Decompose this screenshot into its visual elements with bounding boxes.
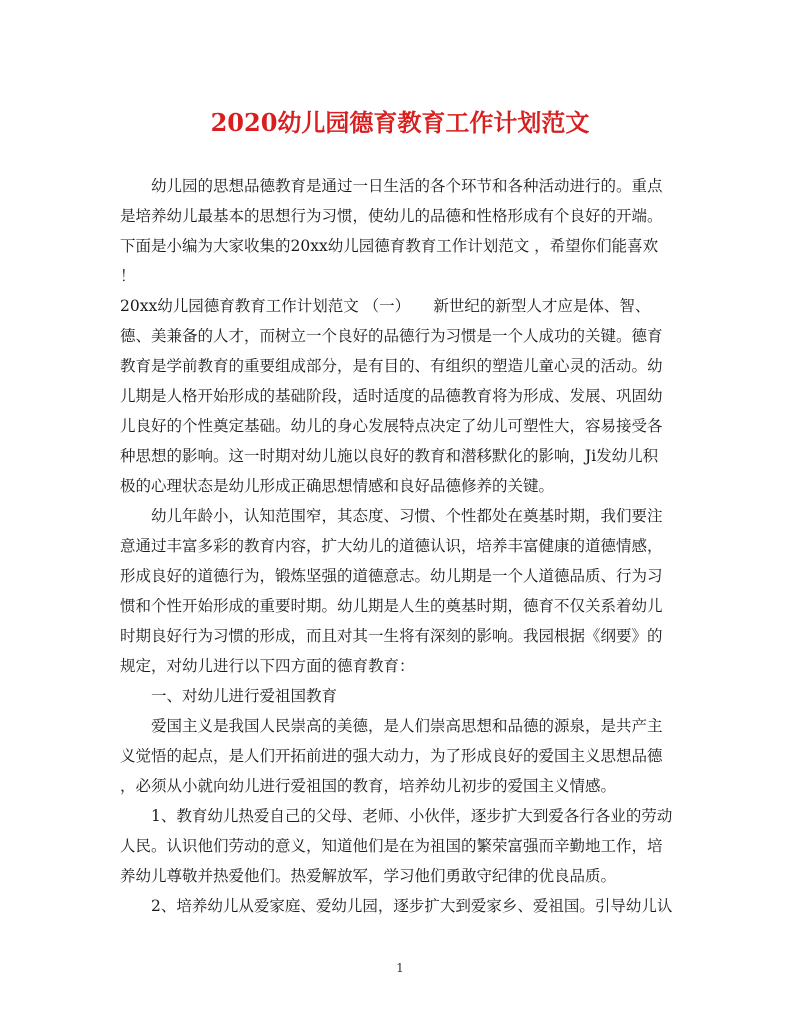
paragraph-line: 儿良好的个性奠定基础。幼儿的身心发展特点决定了幼儿可塑性大，容易接受各 bbox=[120, 417, 663, 435]
paragraph-line: 儿期是人格开始形成的基础阶段，适时适度的品德教育将为形成、发展、巩固幼 bbox=[120, 387, 663, 405]
paragraph-line: 幼儿年龄小，认知范围窄，其态度、习惯、个性都处在奠基时期，我们要注 bbox=[120, 507, 663, 525]
paragraph-line: 规定，对幼儿进行以下四方面的德育教育： bbox=[120, 657, 415, 675]
paragraph-line: 义觉悟的起点，是人们开拓前进的强大动力，为了形成良好的爱国主义思想品德 bbox=[120, 747, 663, 765]
paragraph-line: 极的心理状态是幼儿形成正确思想情感和良好品德修养的关键。 bbox=[120, 477, 555, 495]
paragraph-line: ！ bbox=[120, 267, 136, 285]
paragraph-line: 1、教育幼儿热爱自己的父母、老师、小伙伴，逐步扩大到爱各行各业的劳动 bbox=[120, 807, 673, 825]
paragraph-line: 幼儿园的思想品德教育是通过一日生活的各个环节和各种活动进行的。重点 bbox=[120, 177, 663, 195]
paragraph-line: 是培养幼儿最基本的思想行为习惯，使幼儿的品德和性格形成有个良好的开端。 bbox=[120, 207, 663, 225]
paragraph-line: 惯和个性开始形成的重要时期。幼儿期是人生的奠基时期，德育不仅关系着幼儿 bbox=[120, 597, 663, 615]
paragraph-line: 爱国主义是我国人民崇高的美德，是人们崇高思想和品德的源泉，是共产主 bbox=[120, 717, 663, 735]
paragraph-line: 意通过丰富多彩的教育内容，扩大幼儿的道德认识，培养丰富健康的道德情感， bbox=[120, 537, 663, 555]
paragraph-line: ，必须从小就向幼儿进行爱祖国的教育，培养幼儿初步的爱国主义情感。 bbox=[120, 777, 617, 795]
paragraph-line: 形成良好的道德行为，锻炼坚强的道德意志。幼儿期是一个人道德品质、行为习 bbox=[120, 567, 663, 585]
paragraph-line: 养幼儿尊敬并热爱他们。热爱解放军，学习他们勇敢守纪律的优良品质。 bbox=[120, 867, 617, 885]
paragraph-line: 时期良好行为习惯的形成，而且对其一生将有深刻的影响。我园根据《纲要》的 bbox=[120, 627, 663, 645]
document-title: 2020幼儿园德育教育工作计划范文 bbox=[210, 108, 590, 137]
paragraph-line: 教育是学前教育的重要组成部分，是有目的、有组织的塑造儿童心灵的活动。幼 bbox=[120, 357, 663, 375]
paragraph-line: 20xx幼儿园德育教育工作计划范文 （一） 新世纪的新型人才应是体、智、 bbox=[120, 297, 651, 315]
paragraph-line: 下面是小编为大家收集的20xx幼儿园德育教育工作计划范文 ，希望你们能喜欢 bbox=[120, 237, 659, 255]
paragraph-line: 种思想的影响。这一时期对幼儿施以良好的教育和潜移默化的影响，Ji发幼儿积 bbox=[120, 447, 659, 465]
paragraph-line: 人民。认识他们劳动的意义，知道他们是在为祖国的繁荣富强而辛勤地工作，培 bbox=[120, 837, 663, 855]
paragraph-line: 2、培养幼儿从爱家庭、爱幼儿园，逐步扩大到爱家乡、爱祖国。引导幼儿认 bbox=[120, 897, 673, 915]
page-number: 1 bbox=[396, 961, 404, 975]
paragraph-line: 德、美兼备的人才，而树立一个良好的品德行为习惯是一个人成功的关键。德育 bbox=[120, 327, 663, 345]
section-heading: 一、对幼儿进行爱祖国教育 bbox=[120, 687, 338, 705]
